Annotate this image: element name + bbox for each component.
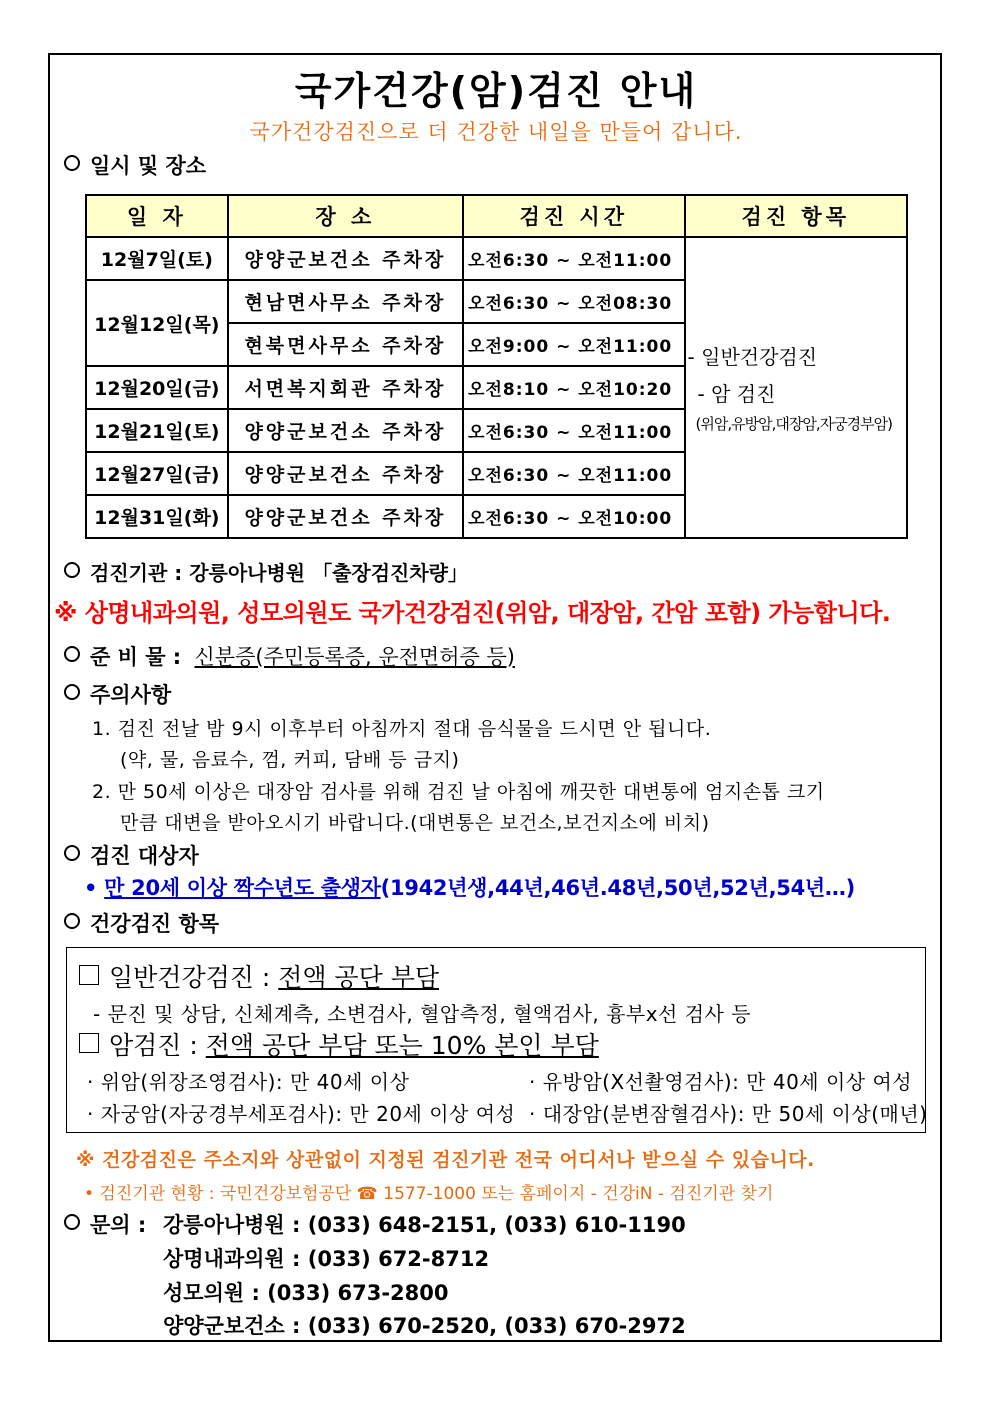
cancer-item-stomach: · 위암(위장조영검사): 만 40세 이상 <box>87 1070 410 1094</box>
page-title: 국가건강(암)검진 안내 <box>294 69 698 113</box>
items-line-general: - 일반건강검진 <box>687 345 818 369</box>
time-cell: 오전6:30 ~ 오전11:00 <box>463 452 685 495</box>
general-checkup-title <box>79 958 439 994</box>
circle-bullet-icon <box>64 845 80 861</box>
caution-line-2b: 만큼 대변을 받아오시기 바랍니다.(대변통은 보건소,보건지소에 비치) <box>120 812 710 834</box>
prep-heading <box>64 641 515 671</box>
cancer-title-text: 암검진 : <box>109 1031 198 1060</box>
place-cell: 현남면사무소 주차장 <box>228 280 463 323</box>
table-row <box>86 237 907 280</box>
date-cell: 12월27일(금) <box>86 452 228 495</box>
checkbox-square-icon <box>79 1033 99 1053</box>
date-cell: 12월31일(화) <box>86 495 228 538</box>
schedule-section-heading <box>64 150 206 180</box>
time-cell: 오전6:30 ~ 오전08:30 <box>463 280 685 323</box>
target-years-text: (1942년생,44년,46년.48년,50년,52년,54년…) <box>380 876 855 900</box>
time-cell: 오전8:10 ~ 오전10:20 <box>463 366 685 409</box>
contact-heading <box>64 1209 146 1239</box>
time-cell: 오전9:00 ~ 오전11:00 <box>463 323 685 366</box>
place-cell: 양양군보건소 주차장 <box>228 495 463 538</box>
caution-line-1: 1. 검진 전날 밤 9시 이후부터 아침까지 절대 음식물을 드시면 안 됩니다. <box>92 718 712 740</box>
items-section-label: 건강검진 항목 <box>90 912 220 936</box>
place-cell: 서면복지회관 주차장 <box>228 366 463 409</box>
date-cell: 12월12일(목) <box>86 280 228 366</box>
cancer-checkup-title <box>79 1026 599 1062</box>
caution-line-2: 2. 만 50세 이상은 대장암 검사를 위해 검진 날 아침에 깨끗한 대변통에 엄지손톱 크기 <box>92 781 825 803</box>
contact-line: 성모의원 : (033) 673-2800 <box>163 1281 449 1305</box>
date-cell: 12월20일(금) <box>86 366 228 409</box>
target-heading <box>64 840 199 870</box>
checkup-items-box <box>66 947 926 1133</box>
header-items: 검진 항목 <box>685 195 907 237</box>
header-date: 일 자 <box>86 195 228 237</box>
cancer-item-cervical: · 자궁암(자궁경부세포검사): 만 20세 이상 여성 <box>87 1102 516 1126</box>
place-cell: 현북면사무소 주차장 <box>228 323 463 366</box>
header-place: 장 소 <box>228 195 463 237</box>
general-title-text: 일반건강검진 : <box>109 963 271 992</box>
cancer-cost-text: 전액 공단 부담 또는 10% 본인 부담 <box>205 1031 599 1060</box>
institution-lookup-notice: • 검진기관 현황 : 국민건강보험공단 ☎ 1577-1000 또는 홈페이지 - 건강iN - 검진기관 찾기 <box>84 1184 774 1204</box>
dot-bullet-icon: • <box>84 876 98 900</box>
place-cell: 양양군보건소 주차장 <box>228 452 463 495</box>
time-cell: 오전6:30 ~ 오전10:00 <box>463 495 685 538</box>
contact-line: 강릉아나병원 : (033) 648-2151, (033) 610-1190 <box>163 1213 686 1237</box>
target-text <box>84 872 855 902</box>
caution-label: 주의사항 <box>90 683 172 707</box>
target-label: 검진 대상자 <box>90 844 199 868</box>
items-line-cancer-types: (위암,유방암,대장암,자궁경부암) <box>695 415 892 433</box>
target-age-text: 만 20세 이상 짝수년도 출생자 <box>104 876 381 900</box>
checkbox-square-icon <box>79 965 99 985</box>
place-cell: 양양군보건소 주차장 <box>228 237 463 280</box>
circle-bullet-icon <box>64 155 80 171</box>
date-cell: 12월7일(토) <box>86 237 228 280</box>
time-cell: 오전6:30 ~ 오전11:00 <box>463 409 685 452</box>
circle-bullet-icon <box>64 1214 80 1230</box>
page-subtitle: 국가건강검진으로 더 건강한 내일을 만들어 갑니다. <box>249 120 743 144</box>
table-header-row <box>86 195 907 237</box>
date-cell: 12월21일(토) <box>86 409 228 452</box>
caution-heading <box>64 679 171 709</box>
time-cell: 오전6:30 ~ 오전11:00 <box>463 237 685 280</box>
warning-notice: ※ 상명내과의원, 성모의원도 국가건강검진(위암, 대장암, 간암 포함) 가능합니다. <box>54 599 891 627</box>
circle-bullet-icon <box>64 913 80 929</box>
header-time: 검진 시간 <box>463 195 685 237</box>
prep-label: 준 비 물 : <box>90 645 182 669</box>
institution-label: 검진기관 : 강릉아나병원 「출장검진차량」 <box>90 561 469 585</box>
contact-line: 상명내과의원 : (033) 672-8712 <box>163 1247 490 1271</box>
items-heading <box>64 908 219 938</box>
items-cell <box>685 237 907 538</box>
contact-label: 문의 : <box>90 1213 147 1237</box>
cancer-item-breast: · 유방암(X선촬영검사): 만 40세 이상 여성 <box>529 1070 913 1094</box>
general-cost-text: 전액 공단 부담 <box>278 963 440 992</box>
cancer-item-colon: · 대장암(분변잠혈검사): 만 50세 이상(매년) <box>529 1102 928 1126</box>
caution-line-1b: (약, 물, 음료수, 껌, 커피, 담배 등 금지) <box>120 749 460 771</box>
circle-bullet-icon <box>64 562 80 578</box>
circle-bullet-icon <box>64 684 80 700</box>
contact-line: 양양군보건소 : (033) 670-2520, (033) 670-2972 <box>163 1314 686 1338</box>
prep-value: 신분증(주민등록증, 운전면허증 등) <box>194 645 515 669</box>
schedule-table <box>85 194 908 539</box>
circle-bullet-icon <box>64 646 80 662</box>
place-cell: 양양군보건소 주차장 <box>228 409 463 452</box>
items-line-cancer: - 암 검진 <box>697 382 776 406</box>
schedule-section-label: 일시 및 장소 <box>90 154 207 178</box>
institution-heading <box>64 557 468 586</box>
nationwide-notice: ※ 건강검진은 주소지와 상관없이 지정된 검진기관 전국 어디서나 받으실 수 있습니다. <box>76 1149 815 1171</box>
general-detail: - 문진 및 상담, 신체계측, 소변검사, 혈압측정, 혈액검사, 흉부x선 검사 등 <box>93 1002 752 1026</box>
